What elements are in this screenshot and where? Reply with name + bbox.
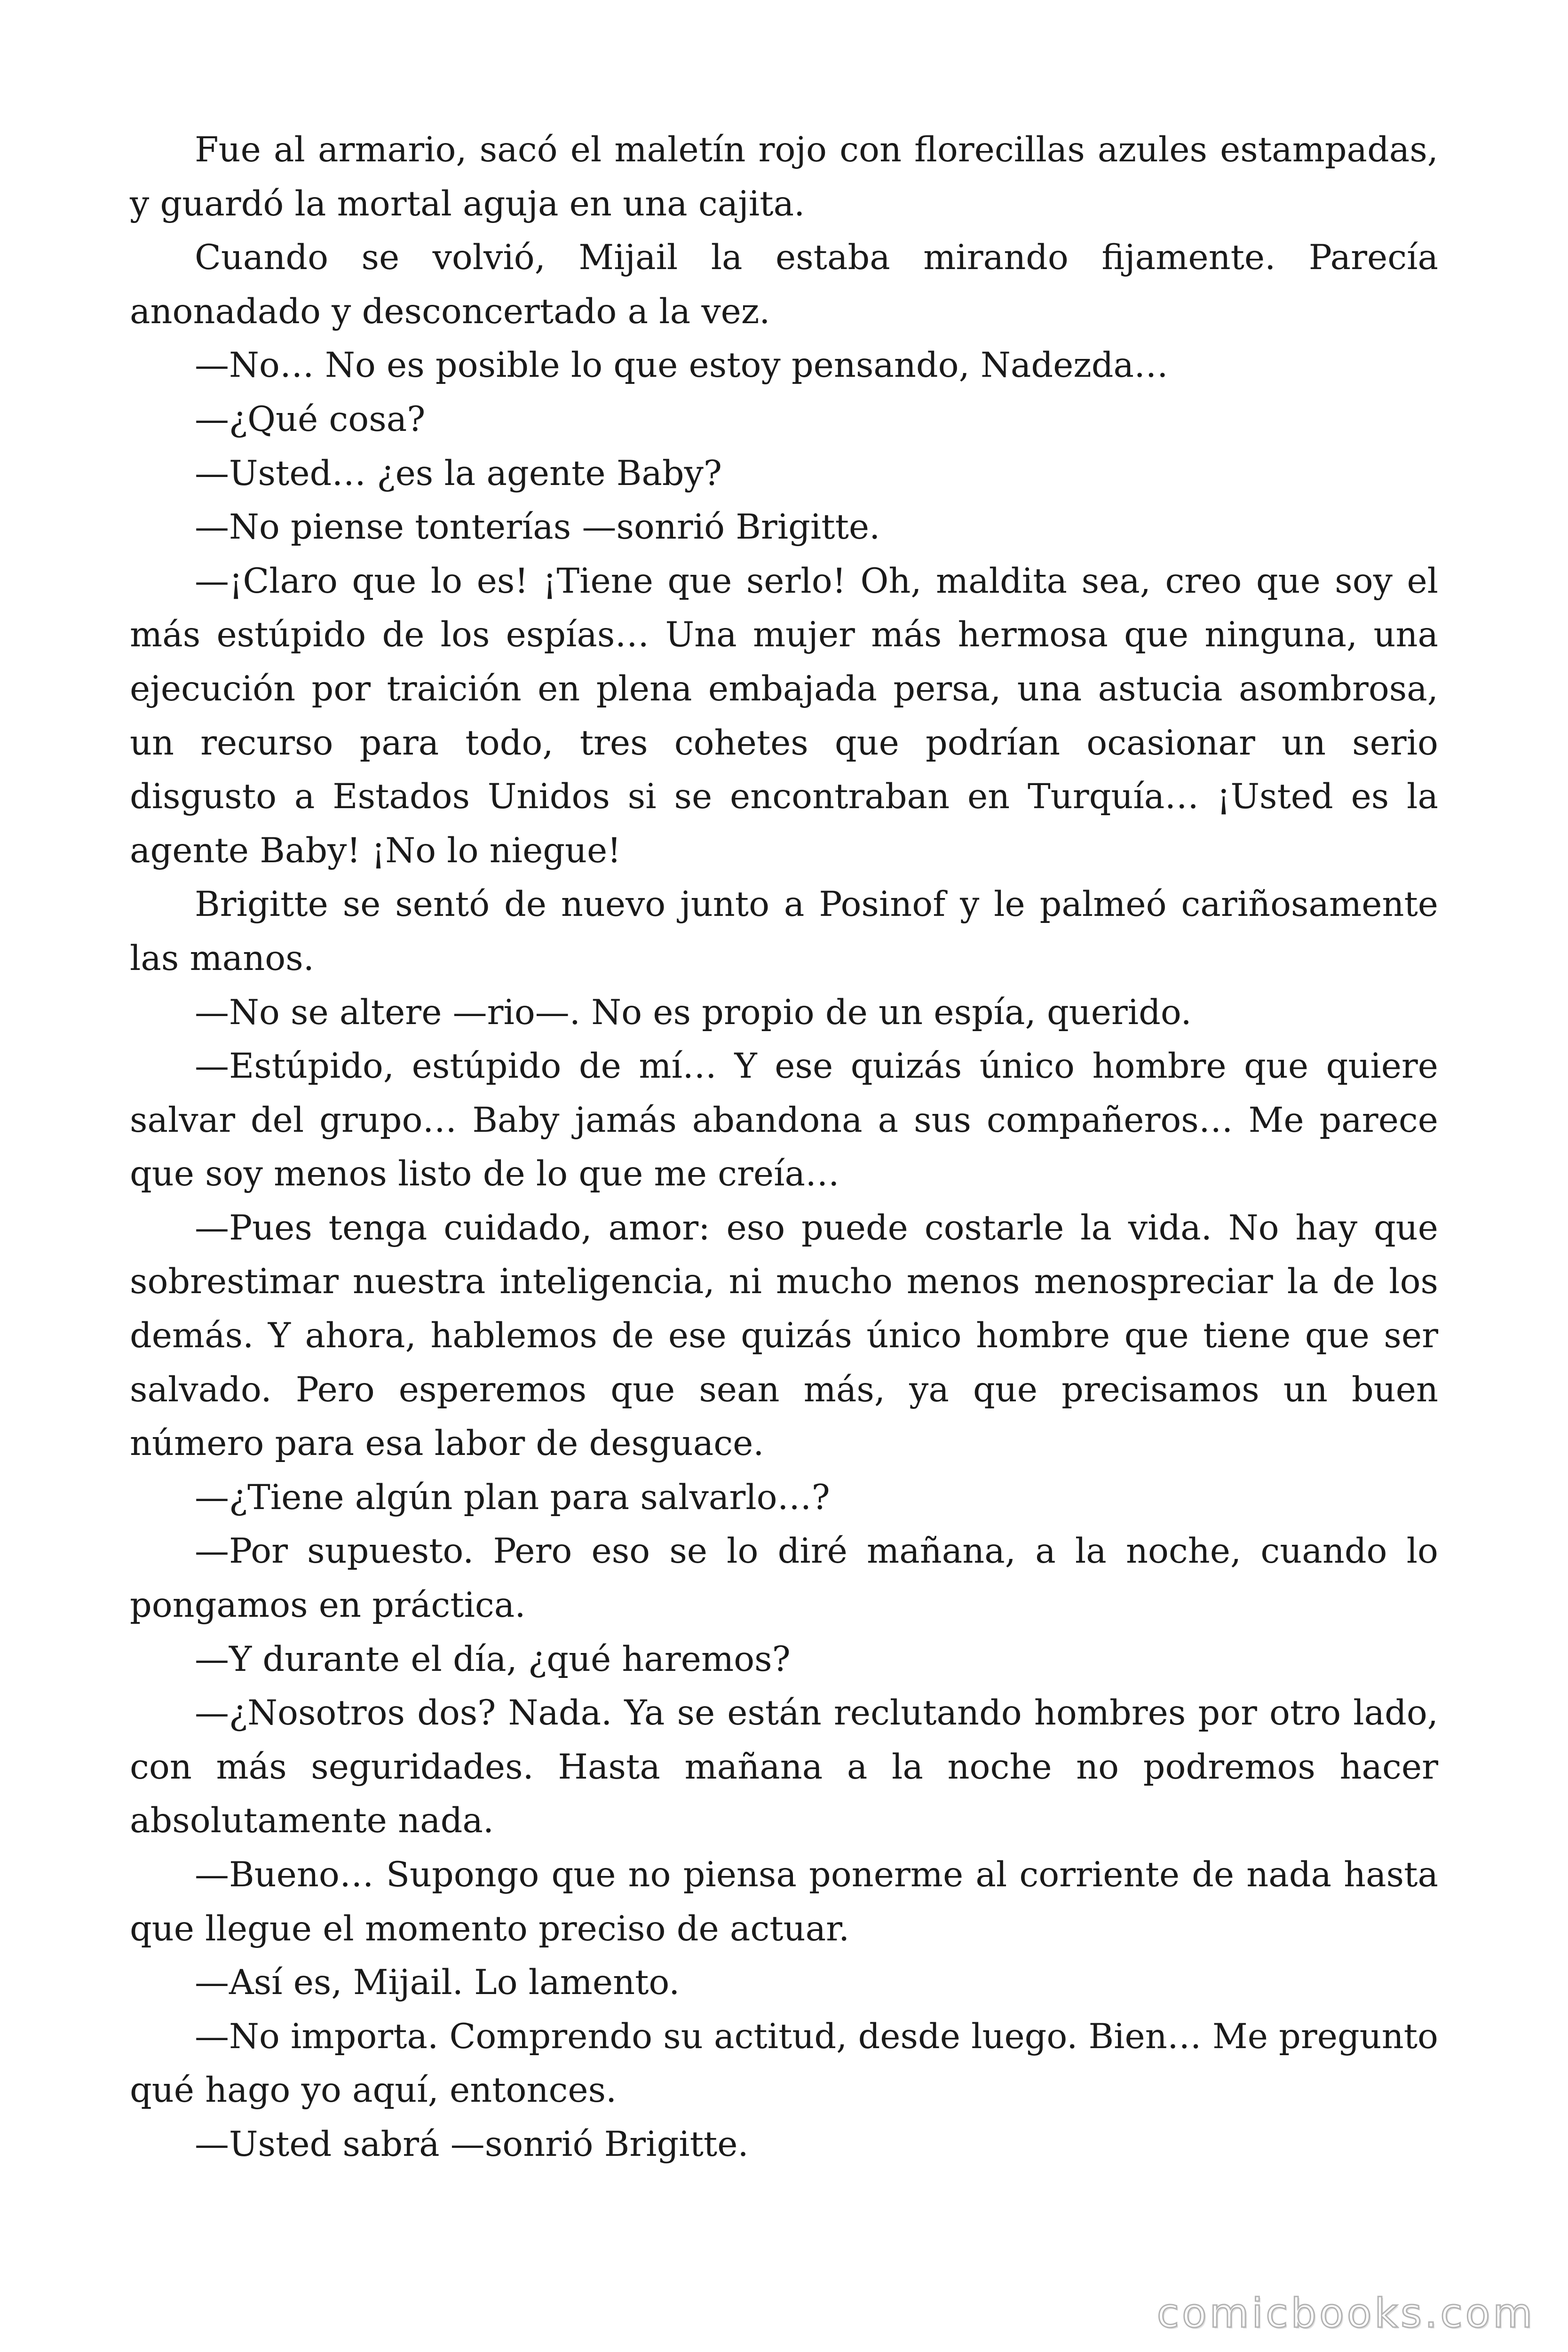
- paragraph: —Usted… ¿es la agente Baby?: [195, 453, 722, 493]
- paragraph: Fue al armario, sacó el maletín rojo con florecillas azules estampadas, y guardó la mortal aguja en una cajita.: [130, 130, 1438, 224]
- paragraph: —Bueno… Supongo que no piensa ponerme al corriente de nada hasta que llegue el momento preciso de actuar.: [130, 1855, 1438, 1949]
- paragraph: Brigitte se sentó de nuevo junto a Posinof y le palmeó cariñosamente las manos.: [130, 884, 1438, 978]
- paragraph: —No se altere —rio—. No es propio de un espía, querido.: [195, 992, 1192, 1033]
- paragraph: —Usted sabrá —sonrió Brigitte.: [195, 2124, 749, 2164]
- paragraph: —No importa. Comprendo su actitud, desde luego. Bien… Me pregunto qué hago yo aquí, entonces.: [130, 2016, 1438, 2111]
- body-text: [130, 123, 1438, 2172]
- paragraph: —¿Tiene algún plan para salvarlo…?: [195, 1477, 830, 1518]
- paragraph: —¡Claro que lo es! ¡Tiene que serlo! Oh, maldita sea, creo que soy el más estúpido de los espías… Una mujer más hermosa que ninguna, una ejecución por traición en plena embajada persa, una astucia asombrosa, un recurso para todo, tres cohetes que podrían ocasionar un serio disgusto a Estados Unidos si se encontraban en Turquía… ¡Usted es la agente Baby! ¡No lo niegue!: [130, 561, 1438, 871]
- paragraph: —Y durante el día, ¿qué haremos?: [195, 1639, 791, 1679]
- paragraph: —Pues tenga cuidado, amor: eso puede costarle la vida. No hay que sobrestimar nuestra inteligencia, ni mucho menos menospreciar la de los demás. Y ahora, hablemos de ese quizás único hombre que tiene que ser salvado. Pero esperemos que sean más, ya que precisamos un buen número para esa labor de desguace.: [130, 1208, 1438, 1464]
- paragraph: —¿Nosotros dos? Nada. Ya se están reclutando hombres por otro lado, con más seguridades. Hasta mañana a la noche no podremos hacer absolutamente nada.: [130, 1693, 1438, 1841]
- paragraph: —¿Qué cosa?: [195, 399, 426, 439]
- paragraph: —No… No es posible lo que estoy pensando, Nadezda…: [195, 345, 1169, 386]
- paragraph: —Por supuesto. Pero eso se lo diré mañana, a la noche, cuando lo pongamos en práctica.: [130, 1531, 1438, 1626]
- paragraph: —Así es, Mijail. Lo lamento.: [195, 1963, 680, 2003]
- paragraph: —No piense tonterías —sonrió Brigitte.: [195, 507, 880, 548]
- paragraph: —Estúpido, estúpido de mí… Y ese quizás único hombre que quiere salvar del grupo… Baby jamás abandona a sus compañeros… Me parece que soy menos listo de lo que me creía…: [130, 1046, 1438, 1194]
- paragraph: Cuando se volvió, Mijail la estaba mirando fijamente. Parecía anonadado y desconcertado a la vez.: [130, 238, 1438, 332]
- watermark-logo: comicbooks.com: [1156, 2290, 1535, 2337]
